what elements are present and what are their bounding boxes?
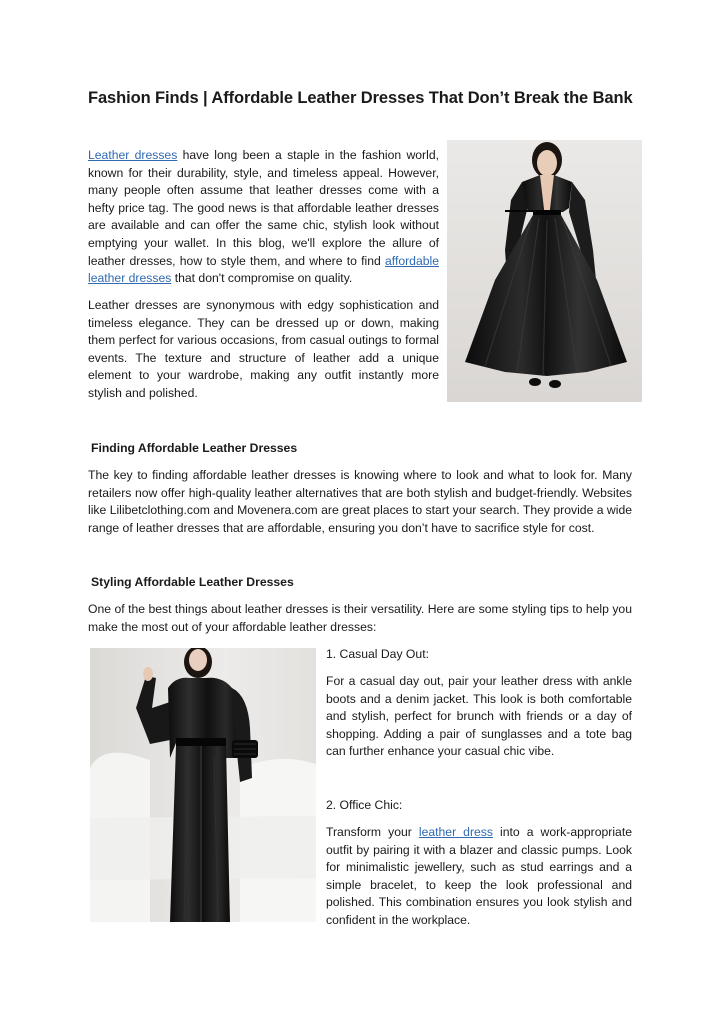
finding-body: The key to finding affordable leather dresses is knowing where to look and what to look for. Many retailers now offer high-quality leather alternatives that are both stylish and budget-friendly. Websites like Lilibetclothing.com and Movenera.com are great places to start your search. They provide a wide range of leather dresses that are affordable, ensuring you don’t have to sacrifice style for cost. [88, 468, 632, 535]
affordable-leather-dresses-link[interactable]: affordable leather dresses [88, 253, 439, 286]
intro-text-1: have long been a staple in the fashion world, known for their durability, style, and timeless appeal. However, many people often assume that leather dresses come with a hefty price tag. The good news is that affordable leather dresses are available and can offer the same chic, stylish look without emptying your wallet. In this blog, we'll explore the allure of leather dresses, how to style them, and where to find [88, 148, 439, 268]
tip2-title: 2. Office Chic: [326, 798, 403, 812]
tip2-text-pre: Transform your [326, 825, 419, 839]
leather-dress-link[interactable]: leather dress [418, 825, 493, 839]
styling-heading: Styling Affordable Leather Dresses [91, 575, 294, 589]
tip2-body [326, 824, 632, 930]
page-title: Fashion Finds | Affordable Leather Dresses That Don’t Break the Bank [88, 89, 633, 107]
second-paragraph: Leather dresses are synonymous with edgy sophistication and timeless elegance. They can be dressed up or down, making them perfect for various occasions, from casual outings to formal events. The texture and structure of leather add a unique element to your wardrobe, making any outfit instantly more stylish and polished. [88, 298, 439, 400]
tip1-title: 1. Casual Day Out: [326, 647, 429, 661]
tip1-body: For a casual day out, pair your leather dress with ankle boots and a denim jacket. This look is both comfortable and stylish, perfect for brunch with friends or a day of shopping. Adding a pair of sunglasses and a tote bag can further enhance your casual chic vibe. [326, 674, 632, 759]
leather-dresses-link[interactable]: Leather dresses [88, 148, 178, 162]
leather-shirt-dress-photo [90, 648, 316, 922]
intro-text-2: that don't compromise on quality. [171, 271, 353, 286]
intro-paragraph [88, 147, 439, 288]
leather-gown-photo [447, 140, 642, 402]
finding-heading: Finding Affordable Leather Dresses [91, 441, 298, 455]
styling-intro: One of the best things about leather dresses is their versatility. Here are some styling tips to help you make the most out of your affordable leather dresses: [88, 602, 632, 634]
tip2-text-post: into a work-appropriate outfit by pairing it with a blazer and classic pumps. Look for minimalistic jewellery, such as stud earrings and a simple bracelet, to keep the look professional and polished. This combination ensures you look stylish and confident in the workplace. [326, 825, 632, 927]
